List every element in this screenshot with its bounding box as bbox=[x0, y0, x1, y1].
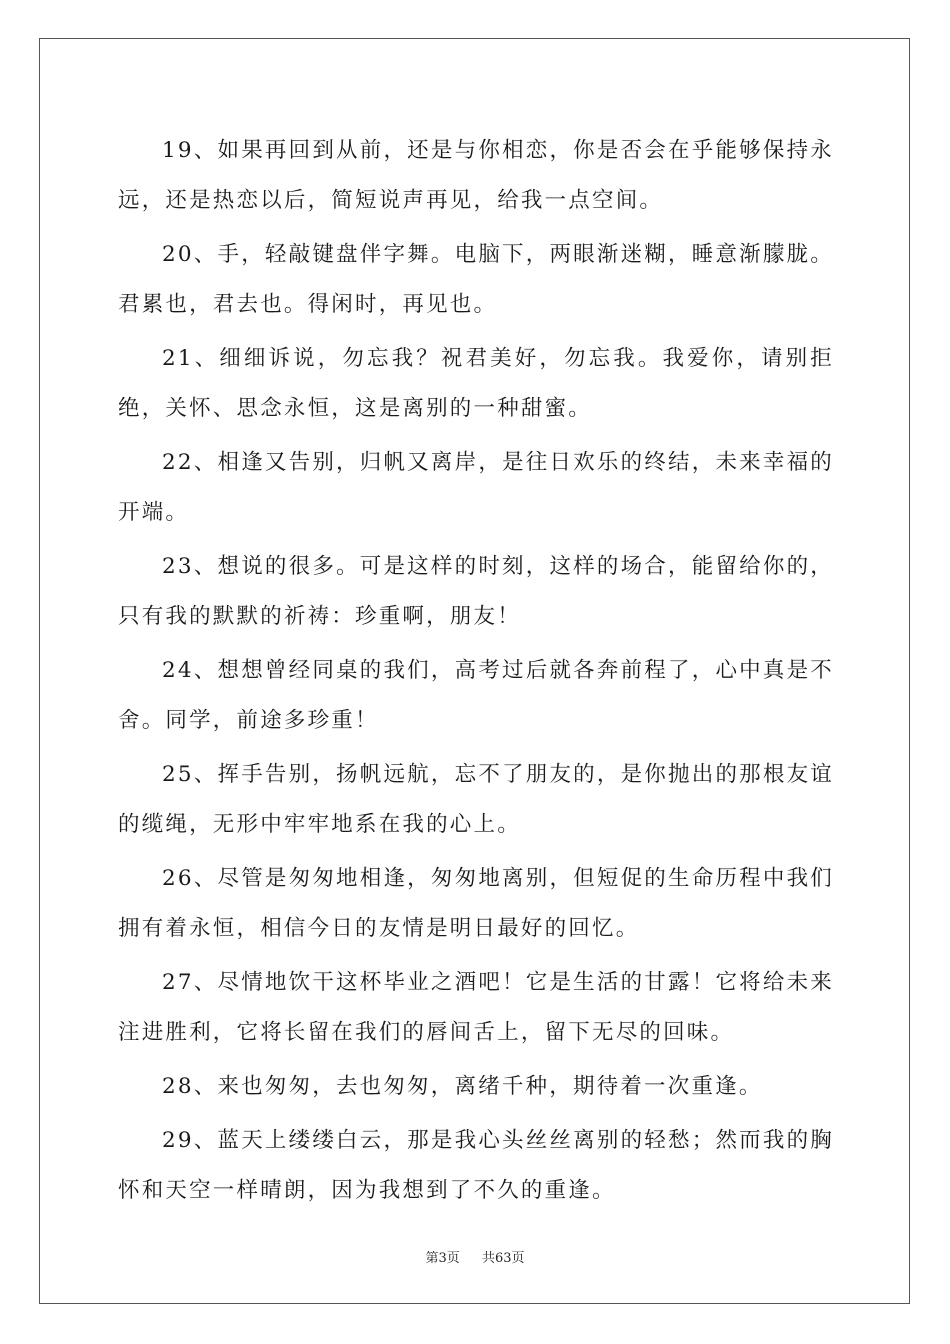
page-number: 第3页 bbox=[425, 1251, 460, 1266]
paragraph-29: 29、蓝天上缕缕白云，那是我心头丝丝离别的轻愁；然而我的胸怀和天空一样晴朗，因为我想到了不久的重逢。 bbox=[118, 1128, 834, 1203]
paragraph-25: 25、挥手告别，扬帆远航，忘不了朋友的，是你抛出的那根友谊的缆绳，无形中牢牢地系在我的心上。 bbox=[118, 762, 834, 837]
total-pages: 共63页 bbox=[482, 1251, 525, 1266]
paragraph-23: 23、想说的很多。可是这样的时刻，这样的场合，能留给你的，只有我的默默的祈祷：珍重啊，朋友！ bbox=[118, 554, 834, 629]
paragraph-26: 26、尽管是匆匆地相逢，匆匆地离别，但短促的生命历程中我们拥有着永恒，相信今日的友情是明日最好的回忆。 bbox=[118, 866, 834, 941]
paragraph-22: 22、相逢又告别，归帆又离岸，是往日欢乐的终结，未来幸福的开端。 bbox=[118, 450, 834, 525]
paragraph-21: 21、细细诉说，勿忘我？祝君美好，勿忘我。我爱你，请别拒绝，关怀、思念永恒，这是离别的一种甜蜜。 bbox=[118, 346, 834, 421]
page-footer bbox=[0, 1247, 950, 1266]
paragraph-20: 20、手，轻敲键盘伴字舞。电脑下，两眼渐迷糊，睡意渐朦胧。君累也，君去也。得闲时，再见也。 bbox=[118, 242, 834, 317]
paragraph-19: 19、如果再回到从前，还是与你相恋，你是否会在乎能够保持永远，还是热恋以后，简短说声再见，给我一点空间。 bbox=[118, 138, 834, 213]
paragraph-28: 28、来也匆匆，去也匆匆，离绪千种，期待着一次重逢。 bbox=[162, 1074, 763, 1099]
document-body bbox=[118, 126, 834, 1220]
paragraph-27: 27、尽情地饮干这杯毕业之酒吧！它是生活的甘露！它将给未来注进胜利，它将长留在我们的唇间舌上，留下无尽的回味。 bbox=[118, 970, 834, 1045]
paragraph-24: 24、想想曾经同桌的我们，高考过后就各奔前程了，心中真是不舍。同学，前途多珍重！ bbox=[118, 658, 834, 733]
